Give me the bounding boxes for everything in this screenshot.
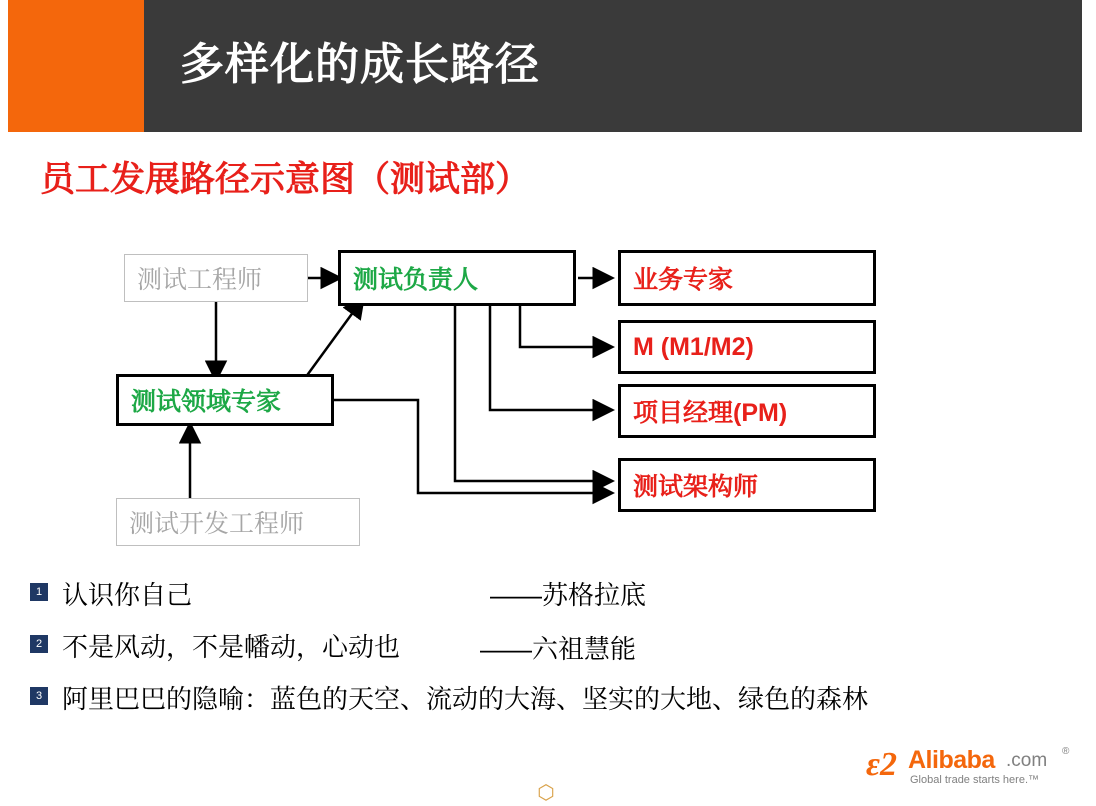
node-manager[interactable]	[618, 320, 876, 374]
alibaba-mark-icon: ε2	[866, 746, 897, 783]
bullet-text: 不是风动，不是幡动，心动也	[62, 632, 401, 662]
node-test-architect[interactable]	[618, 458, 876, 512]
node-label: 测试开发工程师	[129, 510, 305, 538]
bullet-number: 2	[30, 635, 48, 653]
bullet-attribution: ——六祖慧能	[480, 634, 637, 664]
logo-registered-mark: ®	[1062, 746, 1070, 757]
list-item	[0, 679, 1096, 731]
logo-domain: .com	[1006, 750, 1048, 771]
logo-tagline: Global trade starts here.™	[910, 774, 1040, 786]
logo-name: Alibaba	[908, 746, 995, 774]
bullet-attribution: ——苏格拉底	[490, 580, 647, 610]
node-test-dev-engineer[interactable]	[116, 498, 360, 546]
bullet-number: 3	[30, 687, 48, 705]
bullet-list	[0, 575, 1096, 731]
alibaba-logo	[866, 744, 1076, 788]
node-test-lead[interactable]	[338, 250, 576, 306]
node-project-manager[interactable]	[618, 384, 876, 438]
node-test-domain-expert[interactable]	[116, 374, 334, 426]
node-label: 业务专家	[633, 266, 734, 294]
node-test-engineer[interactable]	[124, 254, 308, 302]
node-label: 测试工程师	[137, 266, 263, 294]
node-label: 项目经理(PM)	[633, 399, 788, 427]
node-label: 测试架构师	[633, 473, 759, 501]
node-label: M (M1/M2)	[633, 332, 754, 361]
bullet-text: 认识你自己	[62, 580, 193, 610]
node-label: 测试负责人	[353, 266, 479, 294]
page-title: 多样化的成长路径	[180, 40, 540, 89]
header-orange-block	[8, 0, 144, 132]
bullet-number: 1	[30, 583, 48, 601]
slide-footer-icon: ⬡	[537, 782, 555, 804]
slide-header	[0, 0, 1082, 132]
node-business-expert[interactable]	[618, 250, 876, 306]
list-item	[0, 627, 1096, 679]
list-item	[0, 575, 1096, 627]
section-subtitle: 员工发展路径示意图（测试部）	[40, 160, 531, 199]
career-path-diagram	[0, 230, 1096, 550]
bullet-text: 阿里巴巴的隐喻：蓝色的天空、流动的大海、坚实的大地、绿色的森林	[62, 684, 869, 714]
node-label: 测试领域专家	[131, 388, 282, 416]
